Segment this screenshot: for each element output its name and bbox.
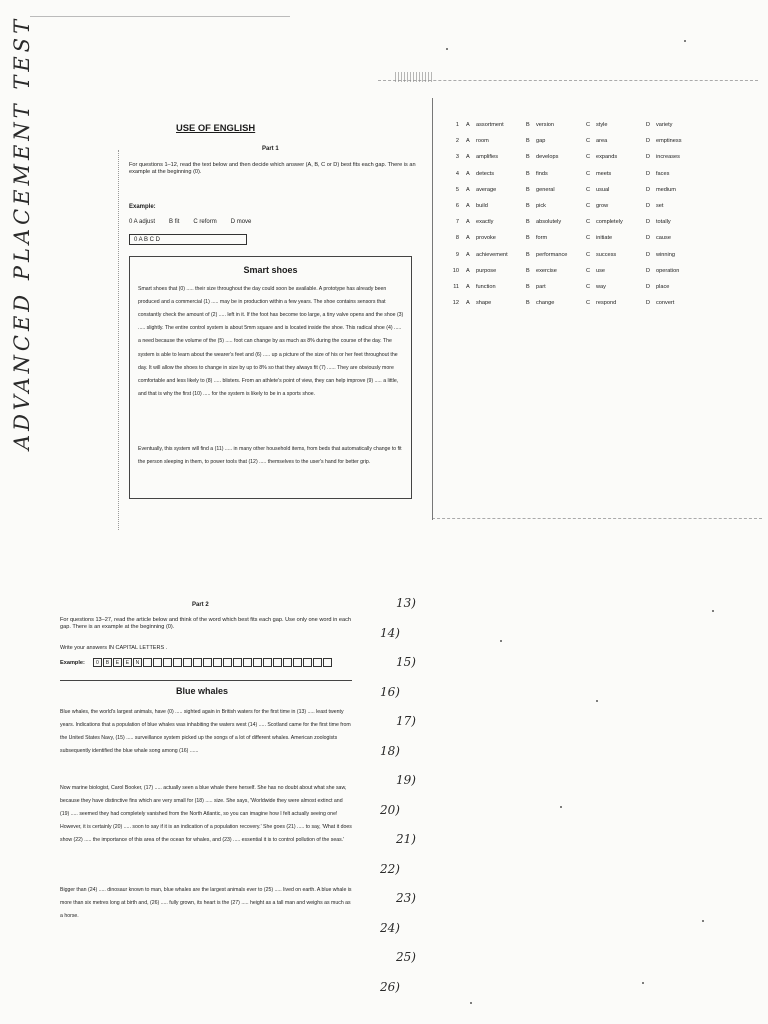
option-word: meets (596, 170, 612, 177)
option-letter: D (646, 251, 651, 258)
answer-cell (253, 658, 262, 667)
option-letter: B (526, 138, 530, 145)
option-letter: C (586, 154, 591, 161)
option-letter: C (586, 219, 591, 226)
scan-speck (712, 610, 714, 612)
option-number: 12 (452, 300, 459, 307)
handwritten-number: 22) (380, 861, 400, 876)
scan-speck (470, 1002, 472, 1004)
option-letter: A (466, 122, 470, 129)
option-letter: A (466, 138, 470, 145)
answer-cell (213, 658, 222, 667)
part2-example-label: Example: (60, 659, 85, 666)
option-row (447, 247, 706, 263)
part2-heading: Part 2 (192, 602, 209, 608)
option-word: form (536, 235, 548, 242)
option-letter: C (586, 235, 591, 242)
answer-cell (243, 658, 252, 667)
option-row (447, 295, 706, 311)
scan-edge (118, 150, 122, 530)
blue-whales-paragraph: Blue whales, the world's largest animals, have (0) ..... sighted again in British waters for the first time in (13) ..... least twenty years. Indications that a population of blue whales was inhabiting the waters west (14) ..... Scotland came for the first time from the United States Navy, (15) ..... surveillance system picked up the songs of a lot of different whales. American zoologists subsequently identified the blue whale song among (16) ...... (60, 709, 351, 755)
scan-line-top-right (378, 80, 758, 81)
option-letter: A (466, 283, 470, 290)
part1-heading: Part 1 (262, 146, 279, 152)
option-word: develops (536, 154, 559, 161)
option-word: purpose (476, 267, 497, 274)
option-letter: C (586, 251, 591, 258)
option-word: set (656, 203, 664, 210)
answer-cell (153, 658, 162, 667)
option-letter: B (526, 300, 530, 307)
option-word: shape (476, 300, 492, 307)
option-word: respond (596, 300, 617, 307)
option-word: version (536, 122, 555, 129)
option-word: average (476, 186, 497, 193)
scan-line-top (30, 16, 290, 17)
option-number: 7 (455, 219, 459, 226)
option-letter: D (646, 219, 651, 226)
part1-instructions: For questions 1–12, read the text below and then decide which answer (A, B, C or D) best fits each gap. There is an example at the beginning (0). (129, 162, 416, 175)
handwritten-number: 26) (380, 979, 400, 994)
handwritten-number: 16) (380, 684, 400, 699)
option-letter: B (526, 235, 530, 242)
option-word: use (596, 267, 606, 274)
option-word: part (536, 283, 546, 290)
option-letter: C (586, 267, 591, 274)
option-letter: A (466, 154, 470, 161)
option-row (447, 198, 706, 214)
option-word: cause (656, 235, 671, 242)
handwritten-number: 18) (380, 743, 400, 758)
option-letter: D (646, 300, 651, 307)
option-row (447, 263, 706, 279)
option-word: faces (656, 170, 670, 177)
option-word: function (476, 283, 496, 290)
answer-cell (143, 658, 152, 667)
option-number: 11 (453, 283, 459, 290)
option-word: medium (656, 186, 676, 193)
part1-options-table (447, 117, 706, 311)
option-letter: C (586, 122, 591, 129)
option-word: initiate (596, 235, 613, 242)
answer-cell (263, 658, 272, 667)
option-letter: C (586, 138, 591, 145)
option-number: 4 (455, 170, 459, 177)
option-row (447, 182, 706, 198)
option-word: area (596, 138, 608, 145)
option-letter: B (526, 170, 530, 177)
option-letter: D (646, 203, 651, 210)
option-row (447, 230, 706, 246)
part2-rule (60, 680, 352, 681)
part2-write-note: Write your answers IN CAPITAL LETTERS . (60, 645, 168, 651)
option-letter: A (466, 219, 470, 226)
option-letter: B (526, 203, 530, 210)
handwritten-number: 19) (396, 773, 416, 787)
option-word: usual (596, 186, 610, 193)
option-word: totally (656, 219, 671, 226)
option-number: 3 (455, 154, 459, 161)
answer-cell (233, 658, 242, 667)
option-letter: C (586, 186, 591, 193)
option-letter: B (526, 283, 530, 290)
option-word: place (656, 283, 670, 290)
answer-cell (223, 658, 232, 667)
option-row (447, 166, 706, 182)
option-word: winning (656, 251, 675, 258)
example-option: 0 A adjust (129, 219, 156, 225)
option-word: increases (656, 154, 680, 161)
answer-cell (303, 658, 312, 667)
option-word: completely (596, 219, 623, 226)
answer-cell (163, 658, 172, 667)
scan-speck (684, 40, 686, 42)
option-letter: B (526, 154, 530, 161)
scan-speck (446, 48, 448, 50)
part2-example-cells (93, 658, 333, 667)
answer-cell: B (103, 658, 112, 667)
option-word: exercise (536, 267, 557, 274)
scan-speck (642, 982, 644, 984)
option-letter: D (646, 283, 651, 290)
option-letter: A (466, 203, 470, 210)
option-letter: B (526, 251, 530, 258)
option-letter: A (466, 300, 470, 307)
option-number: 1 (455, 122, 459, 129)
option-letter: B (526, 186, 530, 193)
blue-whales-paragraph: Bigger than (24) ..... dinosaur known to man, blue whales are the largest animals ever to (25) ..... lived on earth. A blue whale is more than six metres long at birth and, (26) ..... fully grown, its heart is the (27) ..... height as a tall man and weighs as much as a horse. (60, 887, 352, 920)
option-word: operation (656, 267, 680, 274)
scan-noise-blob (395, 72, 433, 82)
page-divider (432, 98, 433, 520)
option-letter: B (526, 267, 530, 274)
option-row (447, 149, 706, 165)
option-word: grow (596, 203, 609, 210)
option-word: build (476, 203, 488, 210)
option-number: 6 (455, 203, 459, 210)
option-letter: D (646, 170, 651, 177)
handwritten-number: 15) (396, 655, 416, 669)
option-number: 2 (455, 138, 459, 145)
answer-cell (293, 658, 302, 667)
smart-shoes-textbox (129, 256, 412, 499)
scan-speck (702, 920, 704, 922)
option-letter: D (646, 122, 651, 129)
scan-line-mid (432, 518, 762, 519)
part1-example-answer: 0 A B C D (129, 234, 247, 245)
option-word: detects (476, 170, 495, 177)
answer-cell (313, 658, 322, 667)
option-letter: D (646, 154, 651, 161)
option-number: 10 (452, 267, 459, 274)
answer-cell (193, 658, 202, 667)
answer-cell (323, 658, 332, 667)
option-letter: A (466, 267, 470, 274)
handwritten-number: 17) (396, 714, 416, 728)
option-letter: D (646, 138, 651, 145)
part1-example-label: Example: (129, 204, 156, 210)
answer-cell: E (123, 658, 132, 667)
option-letter: D (646, 186, 651, 193)
option-number: 5 (455, 186, 459, 193)
side-label: ADVANCED PLACEMENT TEST (10, 15, 34, 450)
option-letter: D (646, 235, 651, 242)
answer-cell (173, 658, 182, 667)
option-word: performance (536, 251, 568, 258)
option-letter: B (526, 219, 530, 226)
option-word: pick (536, 203, 546, 210)
option-word: room (476, 138, 489, 145)
option-row (447, 117, 706, 133)
section-title: USE OF ENGLISH (176, 122, 256, 133)
example-option: C reform (193, 219, 217, 225)
blue-whales-paragraph: Now marine biologist, Carol Booker, (17) ..... actually seen a blue whale there herself. She has no doubt about what she saw, because they have distinctive fins which are very small for (18) ..... size. She says, 'Worldwide they were almost extinct and (19) ..... seemed they had completely vanished from the North Atlantic, so you can imagine how I felt actually seeing one! However, it is certainly (20) ..... soon to say if it is an indication of a population recovery.' She goes (21) ..... to say, 'What it does show (22) ..... the importance of this area of the ocean for whales, and (23) ..... essential it is to control pollution of the seas.' (60, 785, 352, 844)
option-word: variety (656, 122, 673, 129)
option-word: finds (536, 170, 548, 177)
blue-whales-title: Blue whales (176, 686, 229, 696)
scan-speck (596, 700, 598, 702)
handwritten-number: 23) (396, 891, 416, 905)
option-row (447, 279, 706, 295)
option-letter: A (466, 186, 470, 193)
handwritten-number: 25) (396, 950, 416, 964)
part2-example (60, 658, 333, 667)
option-row (447, 133, 706, 149)
answer-cell: E (113, 658, 122, 667)
handwritten-number: 24) (380, 920, 400, 935)
option-letter: C (586, 170, 591, 177)
option-letter: C (586, 300, 591, 307)
answer-cell (283, 658, 292, 667)
option-letter: C (586, 203, 591, 210)
part2-instructions: For questions 13–27, read the article below and think of the word which best fits each gap. Use only one word in each gap. There is an example at the beginning (0). (60, 617, 352, 630)
answer-cell: 0 (93, 658, 102, 667)
option-word: expands (596, 154, 618, 161)
option-word: way (596, 283, 606, 290)
handwritten-number: 14) (380, 625, 400, 640)
handwritten-number: 13) (396, 596, 416, 610)
option-word: emptiness (656, 138, 682, 145)
option-word: gap (536, 138, 546, 145)
option-word: provoke (476, 235, 496, 242)
part1-example-options (129, 219, 251, 225)
option-letter: A (466, 170, 470, 177)
option-letter: A (466, 235, 470, 242)
option-word: general (536, 186, 555, 193)
option-letter: D (646, 267, 651, 274)
option-row (447, 214, 706, 230)
handwritten-number: 20) (380, 802, 400, 817)
scan-speck (500, 640, 502, 642)
option-word: style (596, 122, 608, 129)
option-word: assortment (476, 122, 504, 129)
option-word: convert (656, 300, 675, 307)
option-letter: A (466, 251, 470, 258)
option-word: absolutely (536, 219, 562, 226)
answer-cell (273, 658, 282, 667)
smart-shoes-paragraph: Eventually, this system will find a (11) ..... in many other household items, from beds that automatically change to fit the person sleeping in them, to power tools that (12) ..... themselves to the user's hand for better grip. (138, 446, 402, 466)
option-letter: B (526, 122, 530, 129)
smart-shoes-paragraph: Smart shoes that (0) ..... their size throughout the day could soon be available. A prototype has already been produced and a commercial (1) ..... may be in production within a few years. The shoe contains sensors that constantly check the amount of (2) ..... left in it. If the foot has become too large, a tiny valve opens and the shoe (3) ..... slightly. The entire control system is about 5mm square and is located inside the shoe. This radical shoe (4) ..... a need because the volume of the (5) ..... foot can change by as much as 8% during the course of the day. The system is able to learn about the wearer's feet and (6) ..... up a picture of the size of his or her feet throughout the day. It will allow the shoes to change in size by up to 8% so that they always fit (7) ...... They are obviously more comfortable and less likely to (8) ..... blisters. From an athlete's point of view, they can help improve (9) ..... a little, and that is why the first (10) ..... for the system is likely to be in a sports shoe. (138, 286, 404, 397)
option-word: exactly (476, 219, 494, 226)
option-word: success (596, 251, 617, 258)
handwritten-number: 21) (396, 832, 416, 846)
answer-cell: N (133, 658, 142, 667)
answer-cell (203, 658, 212, 667)
option-word: amplifies (476, 154, 499, 161)
option-number: 8 (455, 235, 459, 242)
option-word: change (536, 300, 555, 307)
option-word: achievement (476, 251, 508, 258)
option-letter: C (586, 283, 591, 290)
option-number: 9 (455, 251, 459, 258)
example-option: D move (230, 219, 252, 225)
example-option: B fit (169, 219, 180, 225)
smart-shoes-title: Smart shoes (243, 265, 298, 275)
scan-speck (560, 806, 562, 808)
answer-cell (183, 658, 192, 667)
